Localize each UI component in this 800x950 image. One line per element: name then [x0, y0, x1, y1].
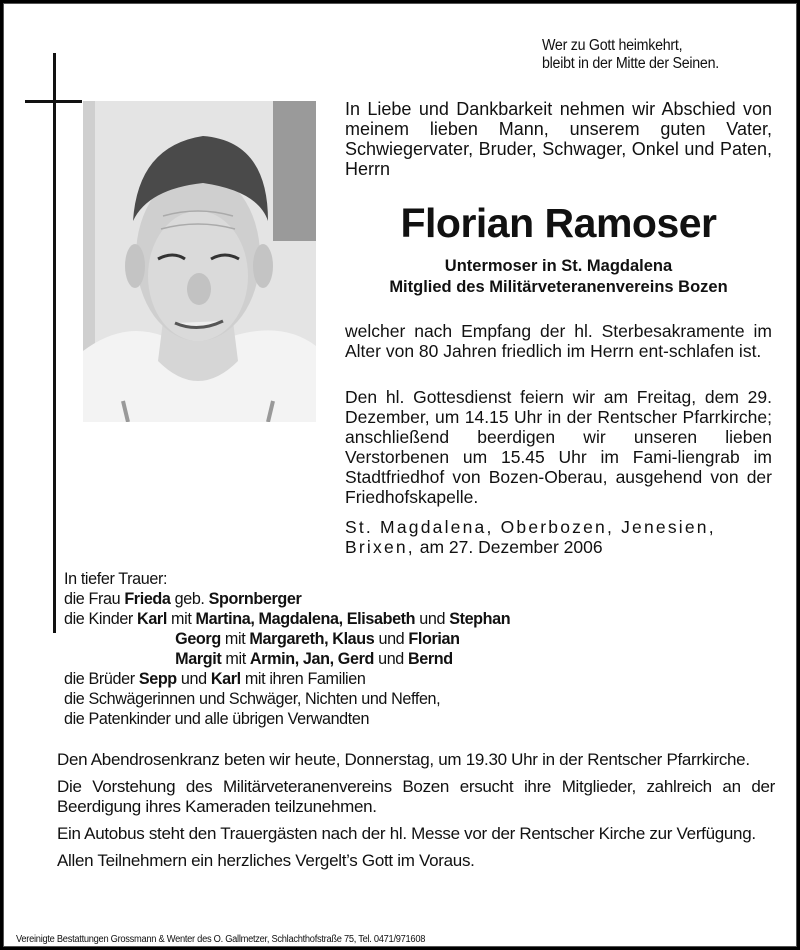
- mourner-godchildren: die Patenkinder und alle übrigen Verwandten: [64, 709, 370, 728]
- place-line-2: [345, 537, 772, 557]
- date-text: am 27. Dezember 2006: [414, 537, 603, 557]
- portrait-photo-illustration: [83, 101, 316, 422]
- label-text: und: [176, 669, 211, 688]
- label-text: und: [373, 649, 409, 668]
- mourner-name: Spornberger: [208, 589, 302, 608]
- note-rosary: Den Abendrosenkranz beten wir heute, Donnerstag, um 19.30 Uhr in der Rentscher Pfarrkirche.: [57, 750, 750, 769]
- label-text: mit ihren Familien: [240, 669, 366, 688]
- place-line-1: St. Magdalena, Oberbozen, Jenesien,: [345, 517, 716, 537]
- label-text: und: [374, 629, 409, 648]
- mourner-name: Karl: [137, 609, 167, 628]
- deceased-membership: Mitglied des Militärveteranenvereins Bozen: [389, 278, 728, 296]
- mourner-name: Martina, Magdalena, Elisabeth: [195, 609, 416, 628]
- deceased-residence: Untermoser in St. Magdalena: [444, 257, 673, 275]
- passing-paragraph: welcher nach Empfang der hl. Sterbesakramente im Alter von 80 Jahren friedlich im Herrn ent-schlafen ist.: [345, 321, 772, 361]
- label-text: geb.: [170, 589, 209, 608]
- note-thanks: Allen Teilnehmern ein herzliches Vergelt’s Gott im Voraus.: [57, 851, 475, 870]
- label-text: die Kinder: [64, 609, 138, 628]
- mourner-name: Stephan: [449, 609, 511, 628]
- cross-icon-horizontal: [25, 100, 82, 103]
- mourner-name: Bernd: [408, 649, 453, 668]
- note-veterans: Die Vorstehung des Militärveteranenvereins Bozen ersucht ihre Mitglieder, zahlreich an der Beerdigung ihres Kameraden teilzunehmen.: [57, 777, 775, 816]
- place-date: [345, 517, 772, 557]
- deceased-name: Florian Ramoser: [400, 200, 717, 246]
- funeral-home-footer: Vereinigte Bestattungen Grossmann & Wenter des O. Gallmetzer, Schlachthofstraße 75, Tel. 0471/971608: [16, 934, 426, 945]
- motto-line-1: Wer zu Gott heimkehrt,: [542, 37, 683, 54]
- motto-quote: [542, 37, 719, 73]
- mourner-name: Margit: [175, 649, 222, 668]
- mourner-child-row: [64, 629, 510, 649]
- label-text: die Frau: [64, 589, 125, 608]
- mourner-child-row: [64, 609, 510, 629]
- deceased-subtitle: [345, 256, 772, 298]
- label-text: mit: [220, 629, 250, 648]
- mourner-name: Georg: [175, 629, 221, 648]
- notes-section: [57, 750, 775, 878]
- label-text: die Brüder: [64, 669, 139, 688]
- obituary-notice: [3, 3, 797, 947]
- mourner-brothers: [64, 669, 510, 689]
- mourners-list: [64, 569, 510, 729]
- service-paragraph: Den hl. Gottesdienst feiern wir am Freitag, dem 29. Dezember, um 14.15 Uhr in der Rentscher Pfarrkirche; anschließend beerdigen wir unseren lieben Verstorbenen um 15.45 Uhr im Fami-liengrab im Stadtfriedhof von Bozen-Oberau, ausgehend von der Friedhofskapelle.: [345, 387, 772, 507]
- motto-line-2: bleibt in der Mitte der Seinen.: [542, 55, 719, 72]
- cross-icon-vertical: [53, 53, 56, 633]
- mourner-name: Karl: [210, 669, 241, 688]
- mourner-in-laws: die Schwägerinnen und Schwäger, Nichten und Neffen,: [64, 689, 441, 708]
- intro-text: In Liebe und Dankbarkeit nehmen wir Abschied von meinem lieben Mann, unserem guten Vater, Schwiegervater, Bruder, Schwager, Onkel und Paten, Herrn: [345, 99, 772, 179]
- mourner-name: Frieda: [124, 589, 171, 608]
- mourners-heading: In tiefer Trauer:: [64, 569, 168, 588]
- note-bus: Ein Autobus steht den Trauergästen nach der hl. Messe vor der Rentscher Kirche zur Verfügung.: [57, 824, 756, 843]
- mourner-name: Florian: [408, 629, 460, 648]
- mourner-name: Sepp: [138, 669, 177, 688]
- mourner-name: Armin, Jan, Gerd: [249, 649, 374, 668]
- place-brixen: Brixen,: [345, 537, 415, 557]
- label-text: mit: [221, 649, 250, 668]
- portrait-photo: [83, 101, 316, 422]
- mourner-name: Margareth, Klaus: [249, 629, 375, 648]
- label-text: und: [415, 609, 450, 628]
- label-text: mit: [166, 609, 196, 628]
- mourner-child-row: [64, 649, 510, 669]
- mourner-wife: [64, 589, 510, 609]
